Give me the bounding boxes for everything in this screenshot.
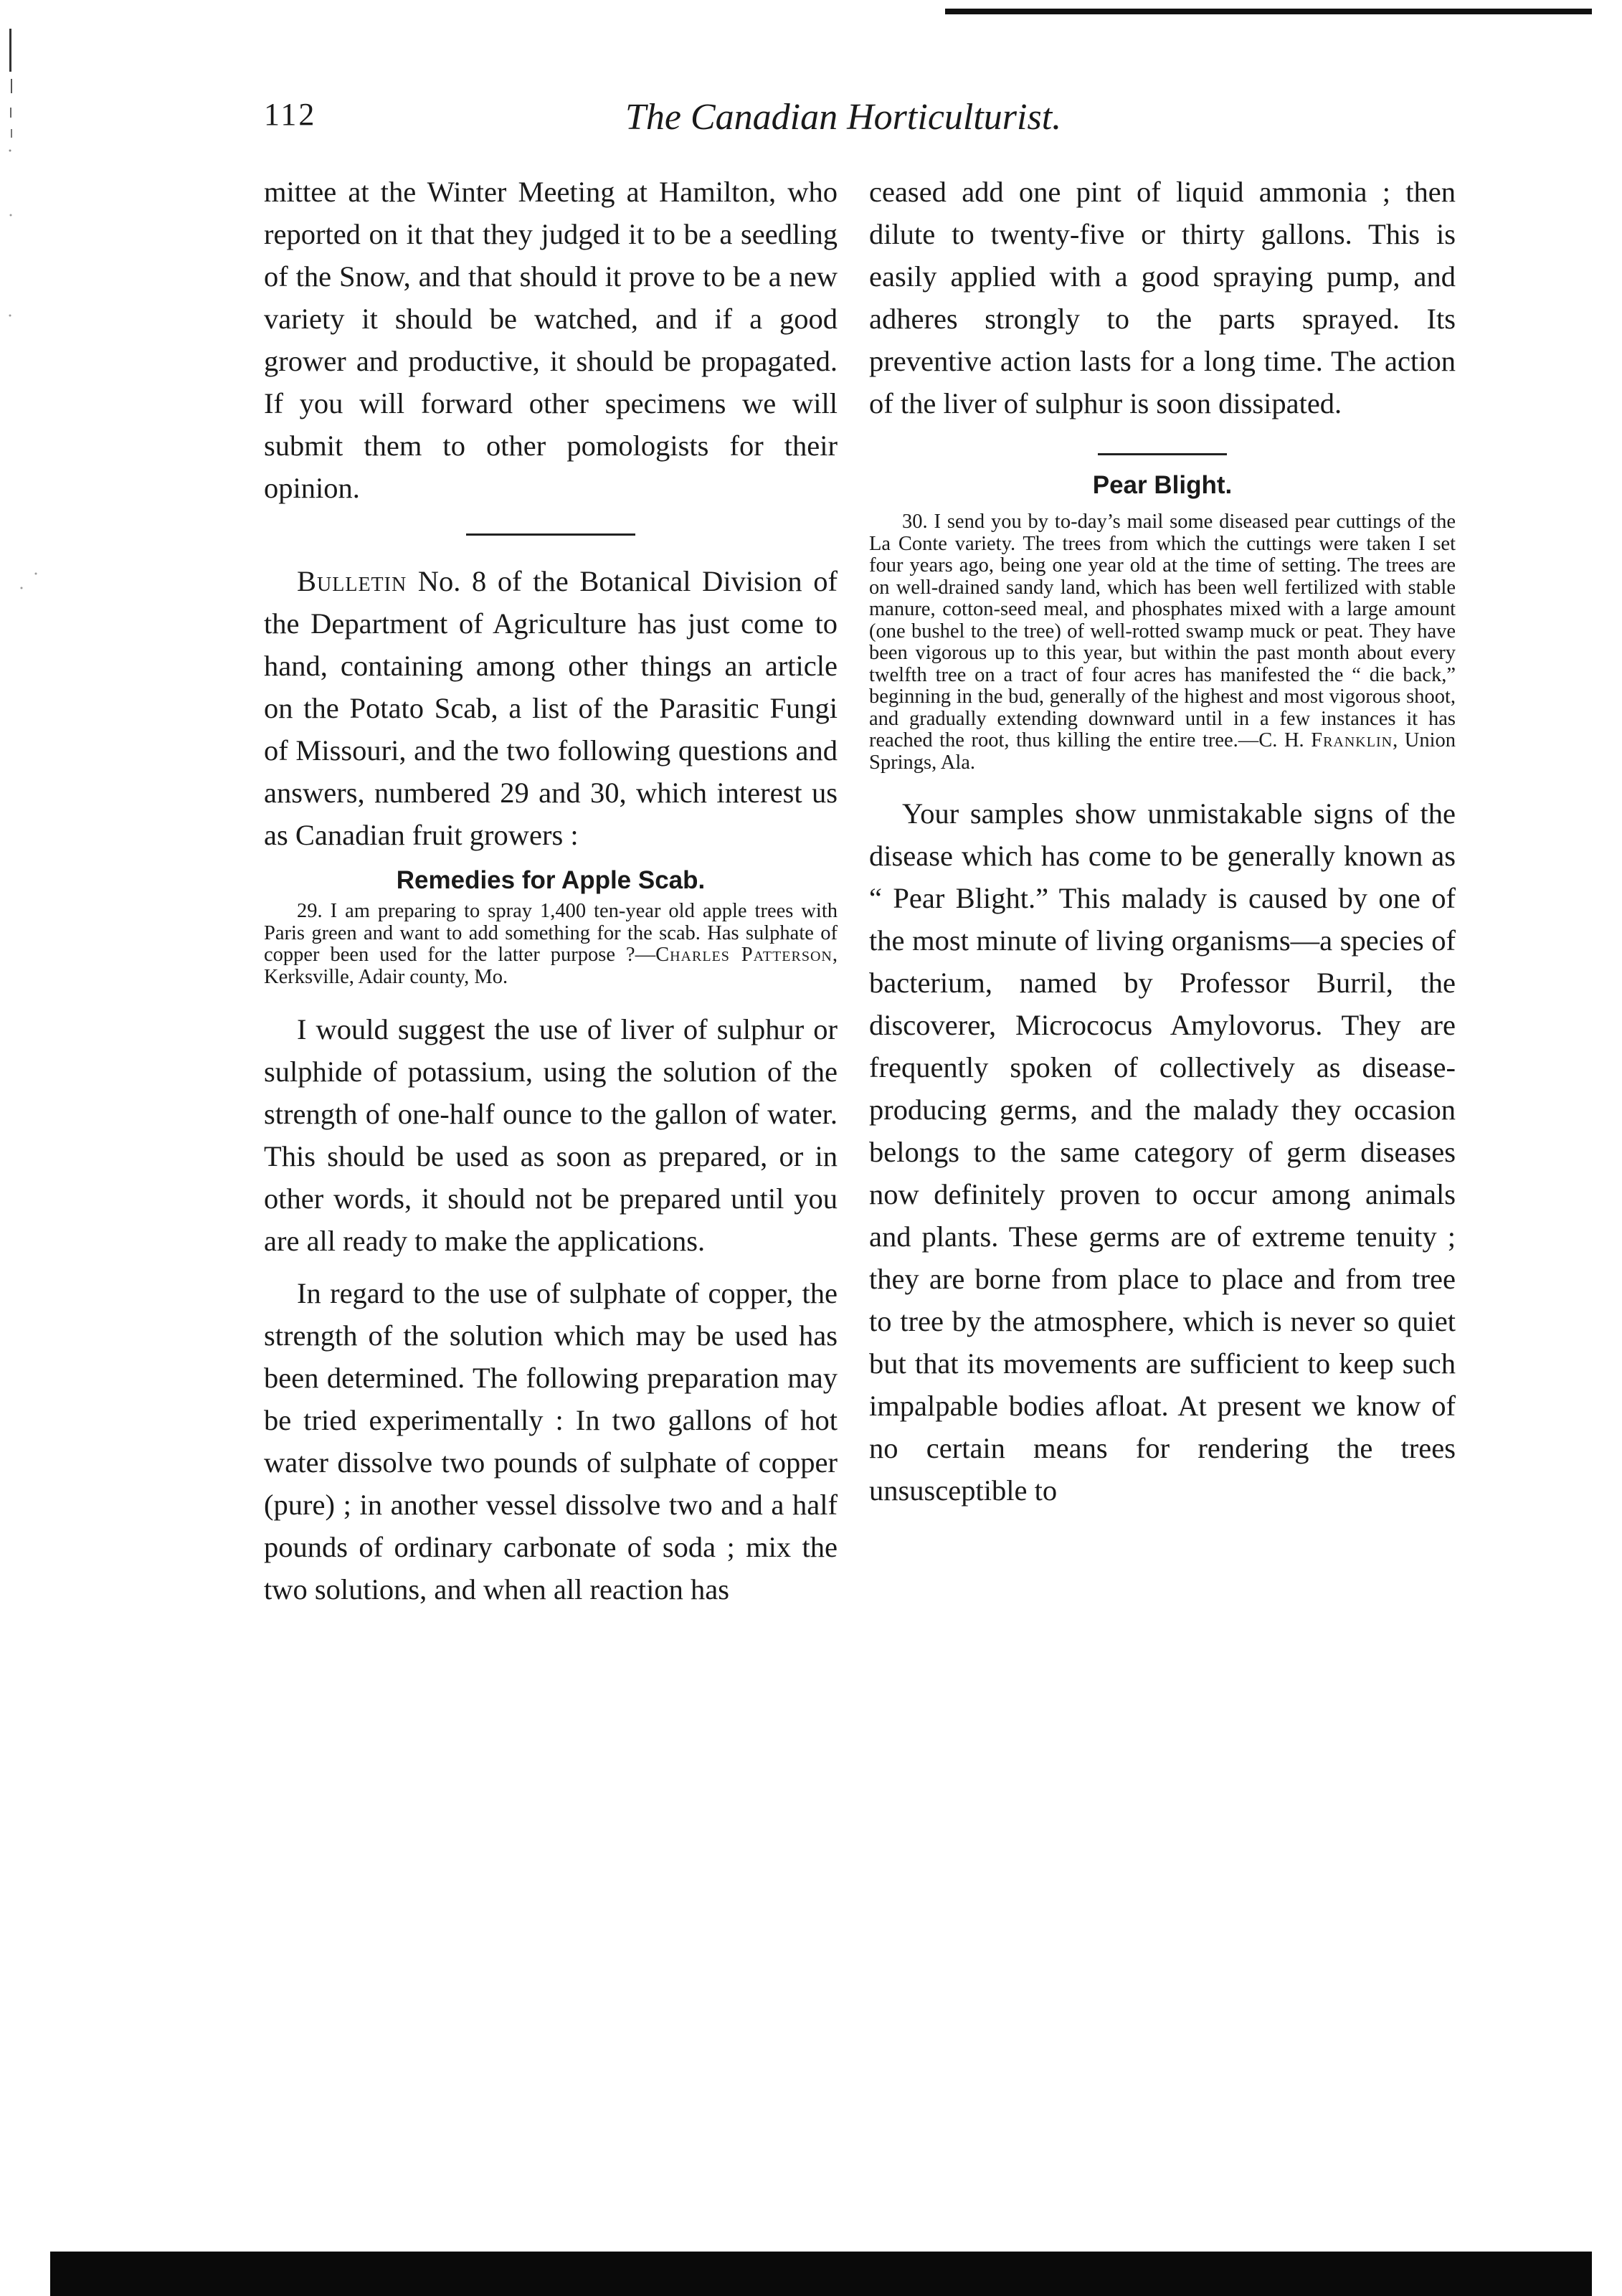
paragraph-liver-of-sulphur: I would suggest the use of liver of sulphur or sulphide of potassium, using the solution of the strength of one-half ounce to the gallon of water. This should be used as soon as prepared, or in other words, it should not be prepared until you are all ready to make the applications. <box>264 1013 838 1257</box>
question-29 <box>264 901 838 988</box>
question-29-place: , Kerksville, Adair county, Mo. <box>264 944 838 988</box>
section-separator <box>1098 453 1227 455</box>
bulletin-text: No. 8 of the Botanical Division of the Department of Agriculture has just come to hand, containing among other things an article on the Potato Scab, a list of the Parasitic Fungi of Missouri, and the two following questions and answers, numbered 29 and 30, which interest us as Canadian fruit growers : <box>264 565 838 851</box>
running-title: The Canadian Horticulturist. <box>625 97 1062 138</box>
paragraph-seedling: mittee at the Winter Meeting at Hamilton, who reported on it that they judged it to be a seedling of the Snow, and that should it prove to be a new variety it should be watched, and if a good grower and productive, it should be propagated. If you will forward other specimens we will submit them to other pomologists for their opinion. <box>264 176 838 504</box>
question-30-text: 30. I send you by to-day’s mail some diseased pear cuttings of the La Conte variety. The trees from which the cuttings were taken I set four years ago, being one year old at the time of setting. The trees are on well-drained sandy land, which has been well fertilized with stable manure, cotton-seed meal, and phosphates mixed with a large amount (one bushel to the tree) of well-rotted swamp muck or peat. They have been vigorous up to this year, but within the past month about every twelfth tree on a tract of four acres has manifested the “ die back,” beginning in the bud, generally of the highest and most vigorous shoot, and gradually extending downward until in a few instances it has reached the root, thus killing the entire tree.—C. H. <box>869 511 1456 751</box>
heading-pear-blight: Pear Blight. <box>1092 471 1233 499</box>
margin-specks <box>0 0 43 2296</box>
bulletin-lead: Bulletin <box>297 565 407 597</box>
question-30-author: Franklin <box>1311 729 1393 751</box>
section-separator <box>466 533 635 536</box>
question-30 <box>869 511 1456 774</box>
paragraph-ammonia: ceased add one pint of liquid ammonia ; then dilute to twenty-five or thirty gallons. This is easily applied with a good spraying pump, and adheres strongly to the parts sprayed. Its preventive action lasts for a long time. The action of the liver of sulphur is soon dissipated. <box>869 176 1456 419</box>
top-rule <box>945 9 1592 14</box>
right-column <box>869 171 1456 1512</box>
paragraph-bulletin <box>264 560 838 856</box>
paragraph-sulphate-of-copper: In regard to the use of sulphate of copper, the strength of the solution which may be used has been determined. The following preparation may be tried experimentally : In two gallons of hot water dissolve two pounds of sulphate of copper (pure) ; in another vessel dissolve two and a half pounds of ordinary carbonate of soda ; mix the two solutions, and when all reaction has <box>264 1277 838 1605</box>
paragraph-pear-blight-answer: Your samples show unmistakable signs of the disease which has come to be generally known as “ Pear Blight.” This malady is caused by one of the most minute of living organisms—a species of bacterium, named by Professor Burril, the discoverer, Micrococus Amylovorus. They are frequently spoken of collectively as disease-producing germs, and the malady they occasion belongs to the same category of germ diseases now definitely proven to occur among animals and plants. These germs are of extreme tenuity ; they are borne from place to place and from tree to tree by the atmosphere, which is never so quiet but that its movements are sufficient to keep such impalpable bodies afloat. At present we know of no certain means for rendering the trees unsusceptible to <box>869 797 1456 1507</box>
left-column <box>264 171 838 1610</box>
question-29-author: Charles Patterson <box>655 944 833 966</box>
page-number: 112 <box>264 97 317 132</box>
question-29-text: 29. I am preparing to spray 1,400 ten-year old apple trees with Paris green and want to add something for the scab. Has sulphate of copper been used for the latter purpose ?— <box>264 900 838 966</box>
question-30-place: , Union Springs, Ala. <box>869 729 1456 774</box>
bottom-rule <box>50 2252 1592 2296</box>
heading-apple-scab: Remedies for Apple Scab. <box>396 866 706 894</box>
page-header <box>264 96 1447 153</box>
